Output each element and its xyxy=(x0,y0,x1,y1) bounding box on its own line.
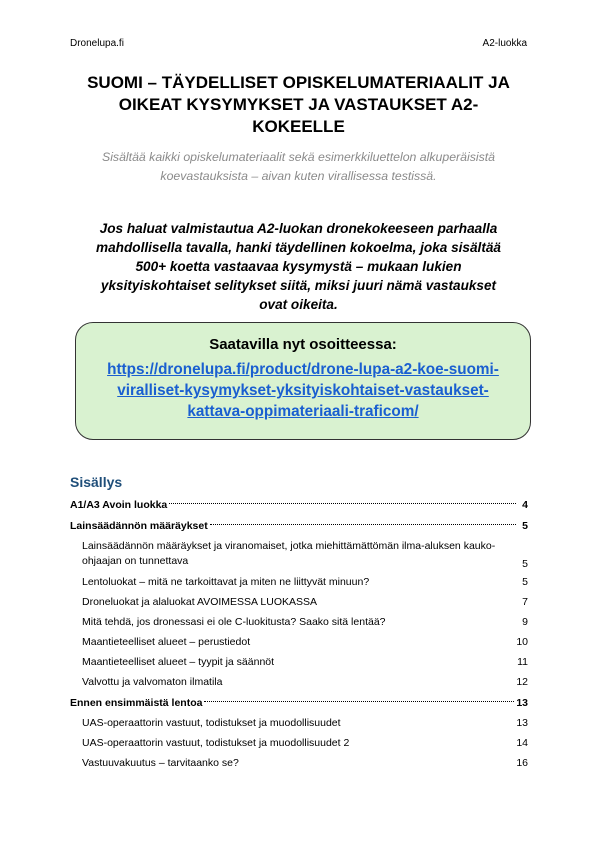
toc-subentry[interactable] xyxy=(70,592,528,612)
toc-entry-page: 14 xyxy=(516,737,528,749)
subtitle-line: koevastauksista – aivan kuten virallisessa testissä. xyxy=(160,169,437,183)
toc-subentry[interactable] xyxy=(70,612,528,632)
intro-paragraph xyxy=(60,219,537,314)
product-link[interactable] xyxy=(76,359,530,422)
table-of-contents xyxy=(70,494,528,773)
document-title xyxy=(60,72,537,138)
toc-entry-title[interactable]: Lentoluokat – mitä ne tarkoittavat ja miten ne liittyvät minuun? xyxy=(82,576,370,588)
toc-entry-title[interactable]: UAS-operaattorin vastuut, todistukset ja muodollisuudet 2 xyxy=(82,737,350,749)
toc-entry-title[interactable]: Mitä tehdä, jos dronessasi ei ole C-luokitusta? Saako sitä lentää? xyxy=(82,616,386,628)
availability-callout xyxy=(75,322,531,440)
toc-entry-page: 13 xyxy=(516,696,528,709)
header-class-label: A2-luokka xyxy=(482,38,527,49)
toc-entry-page: 12 xyxy=(516,676,528,688)
product-link-line[interactable]: viralliset-kysymykset-yksityiskohtaiset-vastaukset- xyxy=(117,382,489,399)
toc-heading: Sisällys xyxy=(70,474,123,490)
toc-entry[interactable] xyxy=(70,515,528,536)
toc-entry-page: 5 xyxy=(522,519,528,532)
product-link-line[interactable]: https://dronelupa.fi/product/drone-lupa-a2-koe-suomi- xyxy=(107,361,499,378)
intro-line: 500+ koetta vastaavaa kysymystä – mukaan lukien xyxy=(135,259,462,274)
toc-entry-page: 9 xyxy=(522,616,528,628)
intro-line: yksityiskohtaiset selitykset siitä, miksi juuri nämä vastaukset xyxy=(100,278,497,293)
title-line: SUOMI – TÄYDELLISET OPISKELUMATERIAALIT JA xyxy=(87,73,510,92)
toc-entry[interactable] xyxy=(70,692,528,713)
toc-entry-page: 5 xyxy=(522,576,528,588)
title-line: KOKEELLE xyxy=(252,117,345,136)
header-site-name: Dronelupa.fi xyxy=(70,38,124,49)
toc-entry-page: 13 xyxy=(516,717,528,729)
toc-subentry[interactable] xyxy=(70,713,528,733)
toc-entry-page: 16 xyxy=(516,757,528,769)
toc-entry-title[interactable]: Maantieteelliset alueet – tyypit ja säännöt xyxy=(82,656,275,668)
toc-entry-title[interactable]: Droneluokat ja alaluokat AVOIMESSA LUOKASSA xyxy=(82,596,318,608)
subtitle-line: Sisältää kaikki opiskelumateriaalit sekä esimerkkiluettelon alkuperäisistä xyxy=(102,150,495,164)
intro-line: ovat oikeita. xyxy=(259,297,338,312)
toc-entry-page: 11 xyxy=(517,656,528,668)
callout-title: Saatavilla nyt osoitteessa: xyxy=(209,336,397,353)
toc-subentry[interactable] xyxy=(70,632,528,652)
toc-subentry[interactable] xyxy=(70,733,528,753)
toc-subentry[interactable] xyxy=(70,652,528,672)
toc-entry-title[interactable]: Maantieteelliset alueet – perustiedot xyxy=(82,636,251,648)
toc-entry[interactable] xyxy=(70,494,528,515)
toc-subentry[interactable] xyxy=(70,753,528,773)
title-line: OIKEAT KYSYMYKSET JA VASTAUKSET A2- xyxy=(118,95,479,114)
document-subtitle xyxy=(60,148,537,186)
toc-entry-title[interactable]: Vastuuvakuutus – tarvitaanko se? xyxy=(82,757,239,769)
toc-entry-title[interactable]: Valvottu ja valvomaton ilmatila xyxy=(82,676,223,688)
toc-leader-dots xyxy=(204,700,514,702)
product-link-line[interactable]: kattava-oppimateriaali-traficom/ xyxy=(187,403,419,420)
toc-entry-page: 5 xyxy=(522,558,528,570)
toc-entry-title[interactable]: Lainsäädännön määräykset xyxy=(70,519,208,532)
toc-entry-page: 7 xyxy=(522,596,528,608)
toc-entry-title[interactable]: Lainsäädännön määräykset ja viranomaiset, jotka miehittämättömän ilma-aluksen kauko-ohjaajan on tunnettava xyxy=(82,540,496,567)
intro-line: mahdollisella tavalla, hanki täydellinen kokoelma, joka sisältää xyxy=(96,240,501,255)
toc-entry-page: 4 xyxy=(522,498,528,511)
toc-subentry[interactable] xyxy=(70,672,528,692)
toc-leader-dots xyxy=(210,523,516,525)
toc-entry-title[interactable]: UAS-operaattorin vastuut, todistukset ja muodollisuudet xyxy=(82,717,341,729)
toc-entry-title[interactable]: A1/A3 Avoin luokka xyxy=(70,498,168,511)
toc-subentry[interactable] xyxy=(70,536,528,572)
intro-line: Jos haluat valmistautua A2-luokan dronekokeeseen parhaalla xyxy=(99,221,498,236)
toc-entry-title[interactable]: Ennen ensimmäistä lentoa xyxy=(70,696,203,709)
toc-subentry[interactable] xyxy=(70,572,528,592)
toc-leader-dots xyxy=(169,502,516,504)
toc-entry-page: 10 xyxy=(516,636,528,648)
